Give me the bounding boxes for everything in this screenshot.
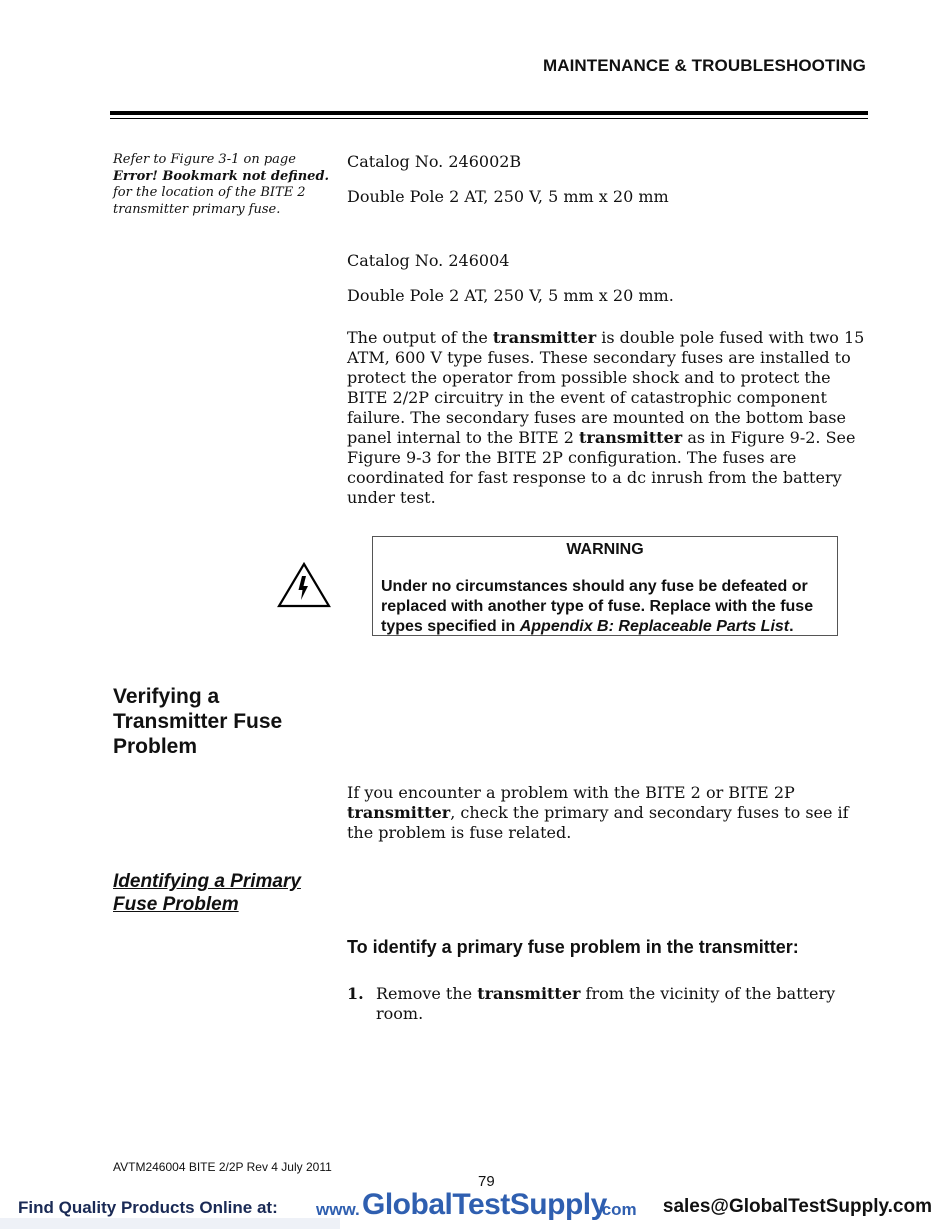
section-paragraph <box>347 783 867 843</box>
banner-email-link[interactable]: sales@GlobalTestSupply.com <box>662 1196 932 1217</box>
catalog1-spec: Double Pole 2 AT, 250 V, 5 mm x 20 mm <box>347 187 669 206</box>
step-text-2: from the vicinity of the battery room. <box>376 984 836 1023</box>
output-text-1: The output of the <box>347 328 493 347</box>
output-text-2: is double pole fused with two 15 ATM, 600 V type fuses. These secondary fuses are installed to protect the operator from possible shock and to protect the BITE 2/2P circuitry in the event of catastrophic component failure. The secondary fuses are mounted on the bottom base panel internal to the BITE 2 <box>347 328 865 447</box>
warning-end: . <box>789 618 794 635</box>
catalog1-number: Catalog No. 246002B <box>347 152 522 171</box>
banner-site-link[interactable]: GlobalTestSupply <box>362 1192 607 1221</box>
side-note-line2: for the location of the BITE 2 transmitter primary fuse. <box>113 185 306 217</box>
header-rule-thin <box>110 118 868 119</box>
section-bold-1: transmitter <box>347 803 451 822</box>
supplier-banner <box>0 1192 950 1229</box>
step-number: 1. <box>347 984 364 1003</box>
banner-com[interactable]: .com <box>597 1200 637 1219</box>
page-header-title: MAINTENANCE & TROUBLESHOOTING <box>542 56 866 75</box>
side-note-line1: Refer to Figure 3-1 on page <box>113 152 296 167</box>
header-rule-thick <box>110 111 868 115</box>
banner-www[interactable]: www. <box>316 1200 360 1219</box>
section-text-1: If you encounter a problem with the BITE 2 or BITE 2P <box>347 783 795 802</box>
output-bold-1: transmitter <box>492 328 597 347</box>
section-text-2: , check the primary and secondary fuses to see if the problem is fuse related. <box>347 803 849 842</box>
catalog2-spec: Double Pole 2 AT, 250 V, 5 mm x 20 mm. <box>347 286 674 305</box>
warning-body <box>381 577 836 637</box>
warning-box <box>372 536 838 636</box>
page-number: 79 <box>478 1173 495 1190</box>
banner-bar <box>0 1218 340 1229</box>
footer-document-id: AVTM246004 BITE 2/2P Rev 4 July 2011 <box>113 1160 332 1174</box>
side-note <box>113 152 335 218</box>
banner-tagline: Find Quality Products Online at: <box>18 1198 278 1217</box>
side-note-error: Error! Bookmark not defined. <box>113 168 330 184</box>
subsection-heading: Identifying a Primary Fuse Problem <box>113 871 301 915</box>
warning-reference: Appendix B: Replaceable Parts List <box>519 618 790 635</box>
output-paragraph <box>347 328 867 508</box>
warning-body-text: Under no circumstances should any fuse be defeated or replaced with another type of fuse. Replace with the fuse types specified in <box>381 578 814 635</box>
electrical-hazard-icon <box>277 562 331 613</box>
procedure-heading: To identify a primary fuse problem in the transmitter: <box>347 937 799 957</box>
warning-title: WARNING <box>566 541 644 558</box>
output-text-3: as in Figure 9-2. See Figure 9-3 for the BITE 2P configuration. The fuses are coordinated for fast response to a dc inrush from the battery under test. <box>347 428 856 507</box>
catalog2-number: Catalog No. 246004 <box>347 251 510 270</box>
output-bold-2: transmitter <box>579 428 683 447</box>
step-bold-1: transmitter <box>477 984 581 1003</box>
step-text <box>376 984 866 1024</box>
step-text-1: Remove the <box>376 984 478 1003</box>
section-heading: Verifying a Transmitter Fuse Problem <box>113 685 283 758</box>
